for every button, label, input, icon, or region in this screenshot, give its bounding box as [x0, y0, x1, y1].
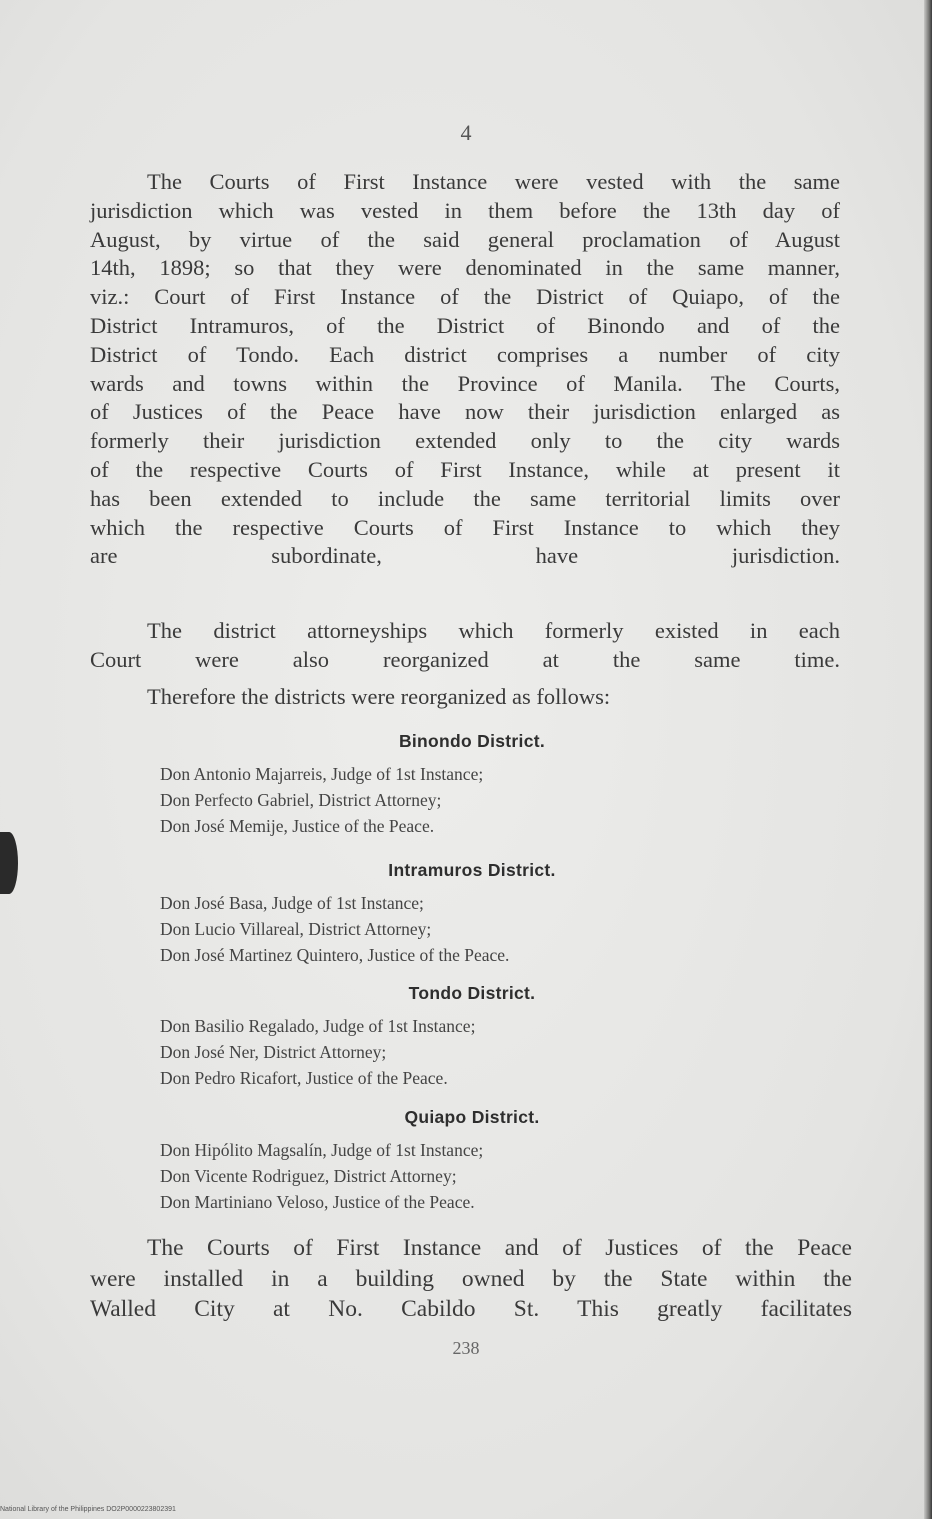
official-justice: Don Martiniano Veloso, Justice of the Peace.	[160, 1192, 475, 1212]
paragraph-district-attorneyships: The district attorneyships which formerly existed in each Court were also reorganized at the same time.	[90, 618, 840, 672]
official-justice: Don Pedro Ricafort, Justice of the Peace.	[160, 1068, 448, 1088]
officials-list	[0, 890, 932, 968]
district-tondo	[0, 983, 932, 1091]
district-quiapo	[0, 1107, 932, 1215]
officials-list	[0, 761, 932, 839]
page-number-bottom: 238	[452, 1338, 480, 1358]
paragraph-courts-jurisdiction: The Courts of First Instance were vested with the same jurisdiction which was vested in them before the 13th day of August, by virtue of the said general proclamation of August 14th, 1898; so that they were denominated in the same manner, viz.: Court of First Instance of the District of Quiapo, of the District Intramuros, of the District of Binondo and of the District of Tondo. Each district comprises a number of city wards and towns within the Province of Manila. The Courts, of Justices of the Peace have now their jurisdiction enlarged as formerly their jurisdiction extended only to the city wards of the respective Courts of First Instance, while at present it has been extended to include the same territorial limits over which the respective Courts of First Instance to which they are subordinate, have jurisdiction.	[90, 169, 840, 569]
official-justice: Don José Memije, Justice of the Peace.	[160, 816, 435, 836]
official-attorney: Don Lucio Villareal, District Attorney;	[160, 919, 432, 939]
district-title: Tondo District.	[408, 983, 536, 1003]
district-title: Quiapo District.	[404, 1107, 540, 1127]
district-title: Binondo District.	[398, 731, 546, 751]
paragraph-reorganized-intro: Therefore the districts were reorganized as follows:	[147, 684, 611, 709]
official-attorney: Don Vicente Rodriguez, District Attorney;	[160, 1166, 457, 1186]
official-judge: Don Hipólito Magsalín, Judge of 1st Instance;	[160, 1140, 484, 1160]
paragraph-courts-installed: The Courts of First Instance and of Justices of the Peace were installed in a building owned by the State within the Walled City at No. Cabildo St. This greatly facilitates	[90, 1235, 852, 1322]
official-justice: Don José Martinez Quintero, Justice of the Peace.	[160, 945, 510, 965]
district-intramuros	[0, 860, 932, 968]
official-judge: Don José Basa, Judge of 1st Instance;	[160, 893, 424, 913]
district-title: Intramuros District.	[388, 860, 556, 880]
official-judge: Don Antonio Majarreis, Judge of 1st Instance;	[160, 764, 484, 784]
page-number-top: 4	[460, 120, 472, 145]
district-binondo	[0, 731, 932, 839]
official-judge: Don Basilio Regalado, Judge of 1st Instance;	[160, 1016, 476, 1036]
official-attorney: Don José Ner, District Attorney;	[160, 1042, 387, 1062]
officials-list	[0, 1137, 932, 1215]
official-attorney: Don Perfecto Gabriel, District Attorney;	[160, 790, 442, 810]
officials-list	[0, 1013, 932, 1091]
archive-footer-note: National Library of the Philippines DO2P0000223802391	[0, 1506, 176, 1513]
